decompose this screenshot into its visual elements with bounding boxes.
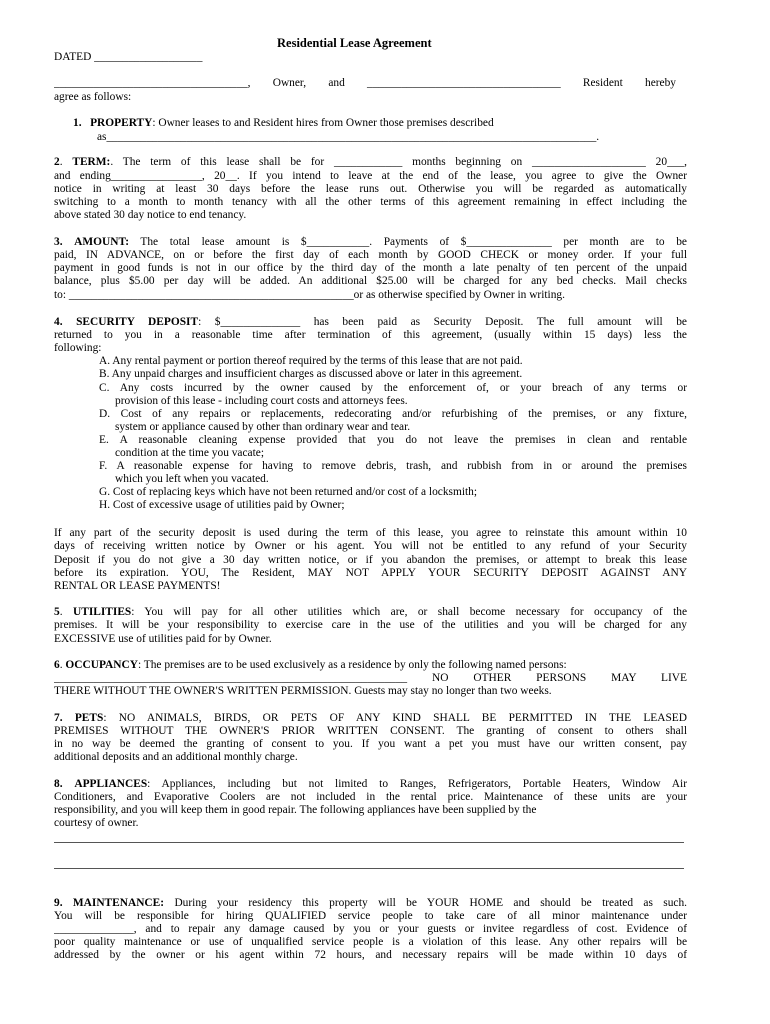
appliances-clause-line-4: courtesy of owner. (54, 817, 139, 829)
appliances-clause-line-1 (54, 778, 687, 791)
occupancy-clause-line-3: THERE WITHOUT THE OWNER'S WRITTEN PERMISSION. Guests may stay no longer than two weeks. (54, 685, 552, 697)
security-para-line-4: before its expiration. YOU, The Resident, MAY NOT APPLY YOUR SECURITY DEPOSIT AGAINST ANY (54, 567, 687, 579)
occupancy-dot: . (59, 659, 66, 671)
occupancy-clause-line-1 (54, 659, 567, 672)
pets-clause-line-1 (54, 712, 687, 725)
utilities-clause-line-1 (54, 606, 687, 619)
appliances-number: 8. (54, 778, 63, 790)
maintenance-number: 9. (54, 897, 63, 909)
deduction-item-f: F. A reasonable expense for having to remove debris, trash, and rubbish from in or around the premises (99, 460, 687, 472)
deduction-item-g: G. Cost of replacing keys which have not been returned and/or cost of a locksmith; (99, 486, 478, 498)
deduction-item-b: B. Any unpaid charges and insufficient charges as discussed above or later in this agreement. (99, 368, 523, 380)
term-clause-line-2: and ending________________, 20__. If you intend to leave at the end of the lease, you agree to give the Owner (54, 170, 687, 182)
pets-heading: PETS (74, 712, 104, 724)
pets-clause-line-3: in no way be deemed the granting of consent to you. If you want a pet you must have our written consent, pay (54, 738, 687, 750)
deduction-item-d-cont: system or appliance caused by other than ordinary wear and tear. (115, 421, 411, 433)
appliances-clause-line-3: responsibility, and you will keep them in good repair. The following appliances have been supplied by the (54, 804, 537, 816)
utilities-dot: . (59, 606, 73, 618)
dated-line: DATED ___________________ (54, 51, 203, 63)
amount-clause-line-2: paid, IN ADVANCE, on or before the first day of each month by GOOD CHECK or money order. If your full (54, 249, 687, 261)
deduction-item-f-cont: which you left when you vacated. (115, 473, 269, 485)
security-clause-line-1 (54, 316, 687, 329)
pets-number: 7. (54, 712, 63, 724)
amount-clause-line-1 (54, 236, 687, 249)
occupancy-number: 6 (54, 659, 60, 671)
term-number: 2 (54, 156, 60, 168)
term-heading: TERM: (72, 156, 111, 168)
deduction-item-c: C. Any costs incurred by the owner caused by the enforcement of, or your breach of any terms or (99, 382, 687, 394)
maintenance-clause-line-5: addressed by the owner or his agent within 72 hours, and necessary repairs will be made within 10 days of (54, 949, 687, 961)
term-dot: . (59, 156, 73, 168)
property-clause-line-2: as______________________________________________________________________________________. (97, 131, 600, 143)
amount-clause-line-4: balance, plus $5.00 per day will be added. An additional $25.00 will be charged for any bed checks. Mail checks (54, 275, 687, 287)
amount-heading: AMOUNT: (74, 236, 129, 248)
deduction-item-a: A. Any rental payment or portion thereof required by the terms of this lease that are not paid. (99, 355, 523, 367)
security-para-line-2: days of receiving written notice by Owner or his agent. You will not be entitled to any refund of your Security (54, 540, 687, 552)
appliances-clause-line-2: Conditioners, and Evaporative Coolers are not included in the rental price. Maintenance of these units are your (54, 791, 687, 803)
term-text-1: . The term of this lease shall be for ____________ months beginning on ____________________ 20___, (110, 156, 687, 168)
security-clause-line-3: following: (54, 342, 102, 354)
amount-clause-line-3: payment in good funds is not in our office by the third day of the month a late penalty of ten percent of the unpaid (54, 262, 687, 274)
maintenance-clause-line-2: You will be responsible for hiring QUALIFIED service people to take care of all minor maintenance under (54, 910, 687, 922)
maintenance-clause-line-3: ______________, and to repair any damage caused by you or your guests or invitee regardless of cost. Evidence of (54, 923, 687, 935)
document-title: Residential Lease Agreement (277, 36, 432, 50)
security-para-line-3: Deposit if you do not give a 30 day written notice, or if you abandon the premises, or attempt to break this lease (54, 554, 687, 566)
pets-clause-line-4: additional deposits and an additional monthly charge. (54, 751, 298, 763)
parties-line-1: __________________________________, Owner, and __________________________________ Resident hereby (54, 77, 676, 89)
maintenance-clause-line-4: poor quality maintenance or use of unqualified service people is a violation of this lease. Any other repairs will be (54, 936, 687, 948)
appliance-blank-line-1 (54, 842, 684, 843)
property-heading: PROPERTY (90, 117, 153, 129)
term-clause-line-1 (54, 156, 687, 169)
deduction-item-e: E. A reasonable cleaning expense provided that you do not leave the premises in clean and rentable (99, 434, 687, 446)
security-number: 4. (54, 316, 63, 328)
deduction-item-h: H. Cost of excessive usage of utilities paid by Owner; (99, 499, 345, 511)
parties-line-2: agree as follows: (54, 91, 132, 103)
security-heading: SECURITY DEPOSIT (76, 316, 199, 328)
utilities-text-1: : You will pay for all other utilities which are, or shall become necessary for occupancy of the (131, 606, 687, 618)
security-clause-line-2: returned to you in a reasonable time after termination of this agreement, (usually within 15 days) less the (54, 329, 687, 341)
amount-text-1: The total lease amount is $___________. Payments of $_______________ per month are to be (140, 236, 687, 248)
property-clause-line-1 (73, 117, 494, 130)
term-clause-line-5: above stated 30 day notice to end tenancy. (54, 209, 247, 221)
deduction-item-d: D. Cost of any repairs or replacements, redecorating and/or refurbishing of the premises, or any fixture, (99, 408, 687, 420)
occupancy-clause-line-2: ______________________________________________________________ NO OTHER PERSONS MAY LIVE (54, 672, 687, 684)
utilities-clause-line-2: premises. It will be your responsibility to exercise care in the use of the utilities and you will be charged for any (54, 619, 687, 631)
occupancy-heading: OCCUPANCY (65, 659, 138, 671)
maintenance-clause-line-1 (54, 897, 687, 910)
deduction-item-e-cont: condition at the time you vacate; (115, 447, 264, 459)
term-clause-line-4: switching to a month to month tenancy with all the other terms of this agreement remaining in effect including the (54, 196, 687, 208)
appliance-blank-line-2 (54, 868, 684, 869)
maintenance-text-1: During your residency this property will be YOUR HOME and should be treated as such. (174, 897, 687, 909)
utilities-number: 5 (54, 606, 60, 618)
utilities-heading: UTILITIES (73, 606, 132, 618)
security-para-line-5: RENTAL OR LEASE PAYMENTS! (54, 580, 221, 592)
pets-clause-line-2: PREMISES WITHOUT THE OWNER'S PRIOR WRITTEN CONSENT. The granting of consent to others shall (54, 725, 687, 737)
amount-clause-line-5: to: __________________________________________________or as otherwise specified by Owner in writing. (54, 289, 565, 301)
security-para-line-1: If any part of the security deposit is used during the term of this lease, you agree to reinstate this amount within 10 (54, 527, 687, 539)
appliances-heading: APPLIANCES (74, 778, 148, 790)
property-text-1: : Owner leases to and Resident hires from Owner those premises described (152, 117, 494, 129)
maintenance-heading: MAINTENANCE: (72, 897, 165, 909)
amount-number: 3. (54, 236, 63, 248)
occupancy-text-1: : The premises are to be used exclusively as a residence by only the following named persons: (137, 659, 567, 671)
appliances-text-1: : Appliances, including but not limited to Ranges, Refrigerators, Portable Heaters, Window Air (147, 778, 687, 790)
term-clause-line-3: notice in writing at least 30 days before the lease runs out. Otherwise you will be regarded as automatically (54, 183, 687, 195)
utilities-clause-line-3: EXCESSIVE use of utilities paid for by Owner. (54, 633, 272, 645)
pets-text-1: : NO ANIMALS, BIRDS, OR PETS OF ANY KIND SHALL BE PERMITTED IN THE LEASED (103, 712, 687, 724)
property-number: 1. (73, 117, 82, 129)
security-text-1: : $______________ has been paid as Security Deposit. The full amount will be (198, 316, 687, 328)
deduction-item-c-cont: provision of this lease - including court costs and attorneys fees. (115, 395, 408, 407)
